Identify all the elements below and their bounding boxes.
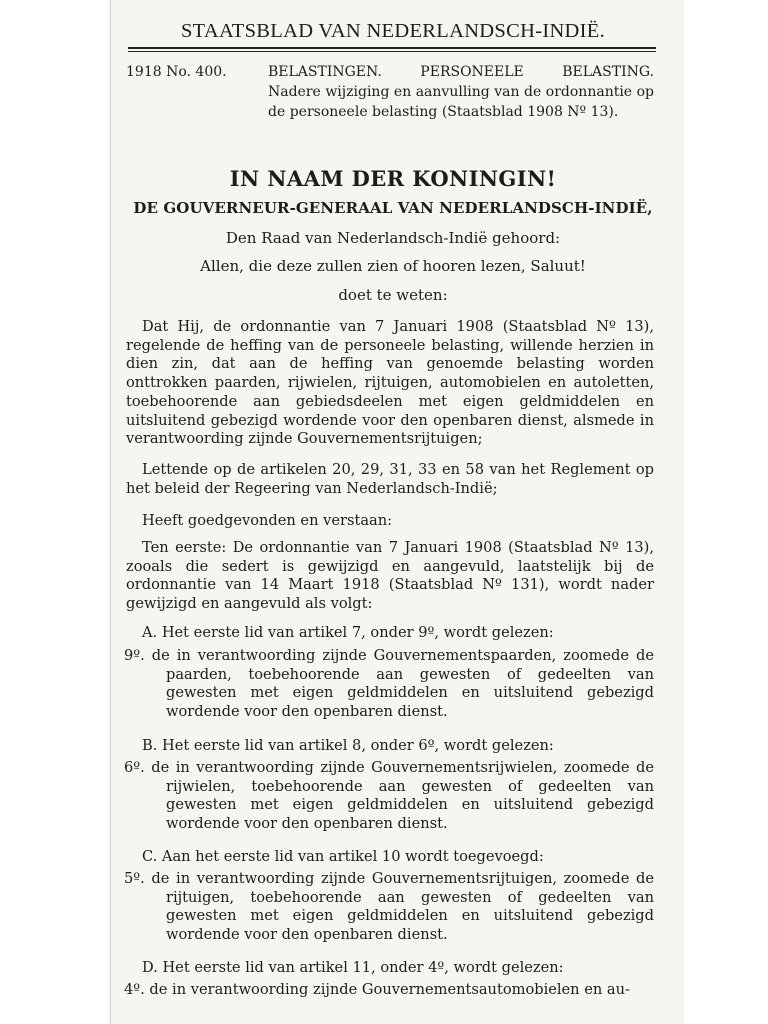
salute-line: Allen, die deze zullen zien of hooren lezen, Saluut! bbox=[200, 257, 586, 275]
preamble-paragraph: Dat Hij, de ordonnantie van 7 Januari 1908 (Staatsblad Nº 13), regelende de heffing van de personeele belasting, willende herzien in dien zin, dat aan de heffing van genoemde belasting worden onttrokken paarden, rijwielen, rijtuigen, automobielen en autoletten, toebehoorende aan gebiedsdeelen met eigen geldmiddelen en uitsluitend gebezigd wordende voor den openbaren dienst, alsmede in verantwoording zijnde Gouvernementsrijtuigen; bbox=[126, 318, 654, 448]
gazette-number: 1918 No. 400. bbox=[126, 64, 227, 80]
amendment-a-heading: A. Het eerste lid van artikel 7, onder 9º, wordt gelezen: bbox=[142, 624, 554, 641]
amendment-a-text: 9º. de in verantwoording zijnde Gouvernementspaarden, zoomede de paarden, toebehoorende aan gewesten of gedeelten van gewesten met eigen geldmiddelen en uitsluitend gebezigd wordende voor den openbaren dienst. bbox=[124, 647, 654, 721]
amendment-d-heading: D. Het eerste lid van artikel 11, onder 4º, wordt gelezen: bbox=[142, 959, 564, 976]
gazette-description: Nadere wijziging en aanvulling van de ordonnantie op de personeele belasting (Staatsblad 1908 Nº 13). bbox=[268, 84, 654, 120]
amendment-b-heading: B. Het eerste lid van artikel 8, onder 6º, wordt gelezen: bbox=[142, 737, 554, 754]
amendment-b-text: 6º. de in verantwoording zijnde Gouvernementsrijwielen, zoomede de rijwielen, toebehoorende aan gewesten of gedeelten van gewesten met eigen geldmiddelen en uitsluitend gebezigd wordende voor den openbaren dienst. bbox=[124, 759, 654, 833]
amendment-c-text: 5º. de in verantwoording zijnde Gouvernementsrijtuigen, zoomede de rijtuigen, toebehoorende aan gewesten of gedeelten van gewesten met eigen geldmiddelen en uitsluitend gebezigd wordende voor den openbaren dienst. bbox=[124, 870, 654, 944]
considering-paragraph: Lettende op de artikelen 20, 29, 31, 33 en 58 van het Reglement op het beleid der Regeering van Nederlandsch-Indië; bbox=[126, 461, 654, 497]
gazette-subject: BELASTINGEN. PERSONEELE BELASTING. bbox=[268, 64, 654, 80]
masthead-rule bbox=[128, 47, 656, 49]
amendment-d-text: 4º. de in verantwoording zijnde Gouvernementsautomobielen en au- bbox=[124, 981, 630, 998]
masthead-rule-thin bbox=[128, 51, 656, 52]
first-article-paragraph: Ten eerste: De ordonnantie van 7 Januari 1908 (Staatsblad Nº 13), zooals die sedert is gewijzigd en aangevuld, laatstelijk bij de ordonnantie van 14 Maart 1918 (Staatsblad Nº 131), wordt nader gewijzigd en aangevuld als volgt: bbox=[126, 539, 654, 613]
council-line: Den Raad van Nederlandsch-Indië gehoord: bbox=[225, 229, 561, 247]
announce-line: doet te weten: bbox=[338, 286, 448, 304]
amendment-c-heading: C. Aan het eerste lid van artikel 10 wordt toegevoegd: bbox=[142, 848, 544, 865]
authority-heading: DE GOUVERNEUR-GENERAAL VAN NEDERLANDSCH-INDIË, bbox=[133, 199, 653, 217]
proclamation-heading: IN NAAM DER KONINGIN! bbox=[229, 166, 557, 191]
decision-paragraph: Heeft goedgevonden en verstaan: bbox=[142, 512, 393, 529]
page-edge-shadow bbox=[110, 0, 111, 1024]
masthead-title: STAATSBLAD VAN NEDERLANDSCH-INDIË. bbox=[180, 20, 606, 42]
